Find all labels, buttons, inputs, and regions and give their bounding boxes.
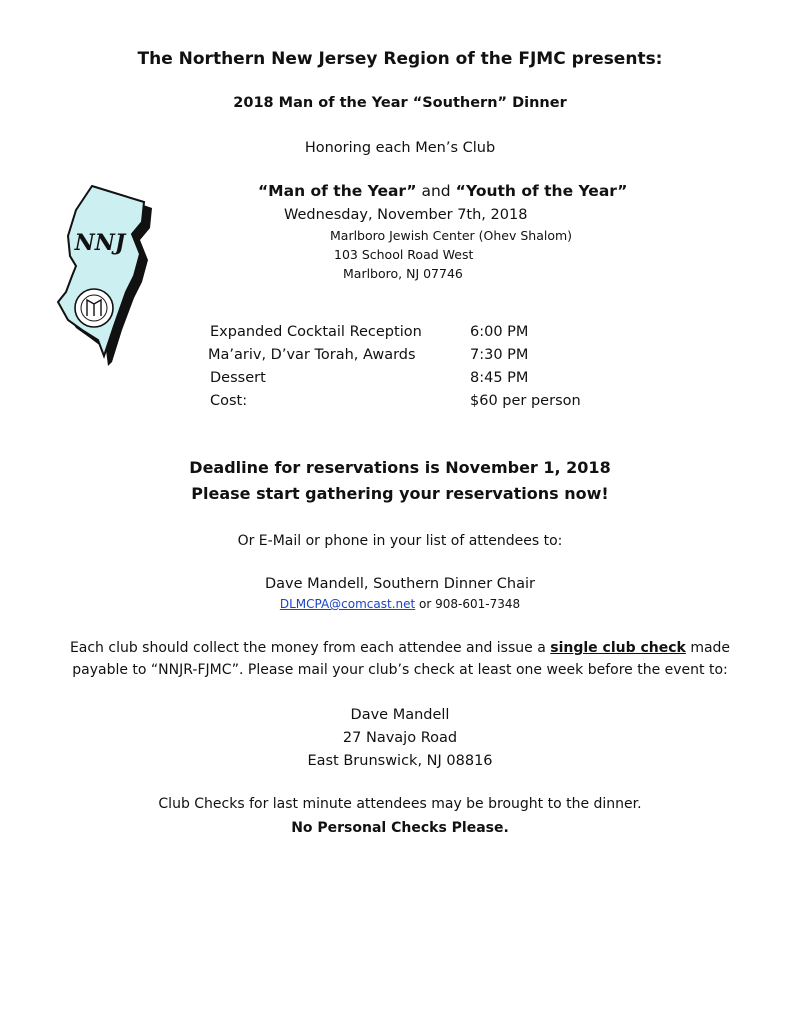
schedule-time: 7:30 PM (470, 347, 529, 363)
schedule-time: 8:45 PM (470, 370, 529, 386)
event-street: 103 School Road West (334, 247, 474, 262)
contact-phone: 908-601-7348 (435, 597, 521, 611)
schedule-label: Cost: (210, 393, 248, 409)
logo-state-shape (58, 186, 144, 356)
contact-intro: Or E-Mail or phone in your list of attendees to: (237, 533, 563, 549)
mailing-city: East Brunswick, NJ 08816 (307, 753, 493, 769)
payment-text: Each club should collect the money from each attendee and issue a (69, 640, 551, 656)
honoree-youth: “Youth of the Year” (455, 182, 628, 200)
contact-chair: Dave Mandell, Southern Dinner Chair (265, 576, 535, 592)
email-link[interactable]: DLMCPA@comcast.net (279, 597, 416, 611)
schedule-label: Dessert (210, 370, 266, 386)
schedule-time: 6:00 PM (470, 324, 529, 340)
schedule-cost: $60 per person (470, 393, 581, 409)
mailing-name: Dave Mandell (350, 707, 450, 723)
flyer-title: The Northern New Jersey Region of the FJMC presents: (137, 49, 663, 69)
event-date: Wednesday, November 7th, 2018 (284, 207, 528, 223)
deadline-reminder: Please start gathering your reservations now! (191, 484, 609, 503)
event-subtitle: 2018 Man of the Year “Southern” Dinner (233, 95, 567, 111)
no-personal-checks-warning: No Personal Checks Please. (291, 820, 509, 836)
honoring-line: Honoring each Men’s Club (304, 140, 496, 156)
mailing-street: 27 Navajo Road (342, 730, 458, 746)
deadline-notice: Deadline for reservations is November 1, 2018 (189, 458, 611, 477)
honoree-and: and (416, 182, 456, 200)
event-city: Marlboro, NJ 07746 (343, 266, 463, 281)
contact-details (0, 598, 800, 612)
schedule-label: Ma’ariv, D’var Torah, Awards (208, 347, 416, 363)
honoree-man: “Man of the Year” (258, 182, 417, 200)
single-club-check-emphasis: single club check (550, 640, 686, 656)
event-venue: Marlboro Jewish Center (Ohev Shalom) (330, 228, 573, 243)
payment-text: made (685, 640, 731, 656)
logo-text: NNJ (74, 230, 126, 256)
honorees-line (258, 183, 627, 201)
payment-instructions-line-1 (0, 640, 800, 656)
new-jersey-map-logo-icon (50, 180, 160, 370)
payment-instructions-line-2: payable to “NNJR-FJMC”. Please mail your club’s check at least one week before the event to: (72, 662, 728, 678)
contact-or: or (415, 597, 436, 611)
schedule-label: Expanded Cocktail Reception (210, 324, 422, 340)
late-checks-note: Club Checks for last minute attendees may be brought to the dinner. (158, 796, 642, 812)
